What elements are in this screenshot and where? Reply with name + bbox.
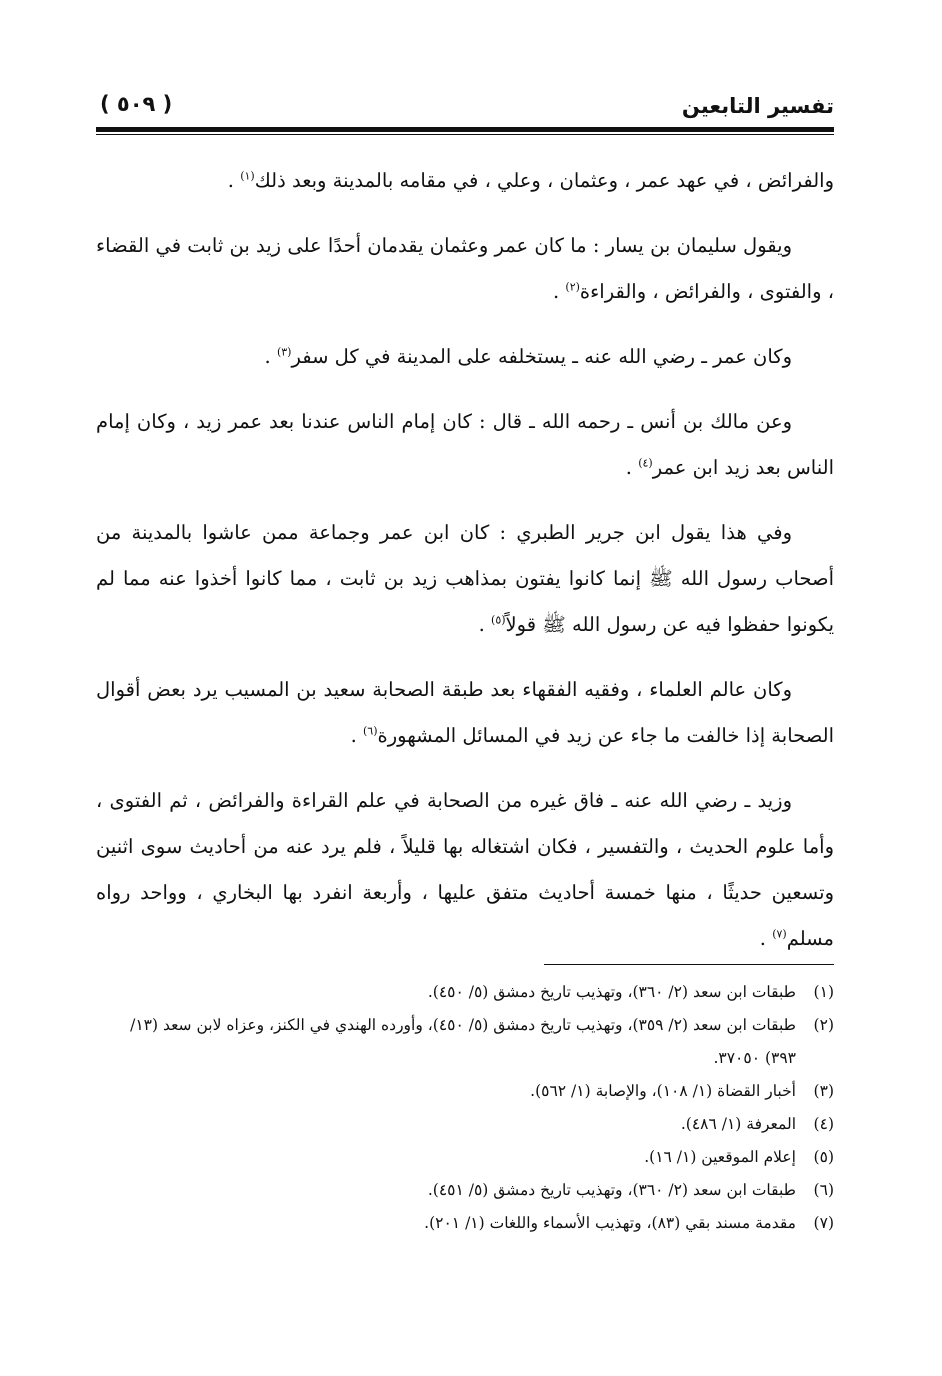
footnote-ref[interactable]: (٤): [638, 456, 653, 470]
paragraph: ويقول سليمان بن يسار : ما كان عمر وعثمان يقدمان أحدًا على زيد بن ثابت في القضاء ، والفتوى ، والفرائض ، والقراءة$^{(٢)}$ .: [96, 234, 834, 303]
footnote-number: (٢): [813, 1016, 834, 1034]
footnote-text: أخبار القضاة (١/ ١٠٨)، والإصابة (١/ ٥٦٢).: [530, 1082, 796, 1100]
paragraph: والفرائض ، في عهد عمر ، وعثمان ، وعلي ، في مقامه بالمدينة وبعد ذلك$^{(١)}$ .: [227, 169, 834, 192]
paragraph: وفي هذا يقول ابن جرير الطبري : كان ابن عمر وجماعة ممن عاشوا بالمدينة من أصحاب رسول الله ﷺ إنما كانوا يفتون بمذاهب زيد بن ثابت ، مما كانوا أخذوا عنه مما لم يكونوا حفظوا فيه عن رسول الله ﷺ قولاً$^{(٥)}$ .: [96, 521, 834, 636]
footnote: [96, 976, 834, 1009]
footnote-text: المعرفة (١/ ٤٨٦).: [680, 1115, 796, 1133]
footnote-divider: [544, 964, 834, 965]
footnote-number: (١): [813, 983, 834, 1001]
footnote: [96, 1009, 834, 1075]
footnote-ref[interactable]: (١): [240, 169, 255, 183]
footnote-text: طبقات ابن سعد (٢/ ٣٦٠)، وتهذيب تاريخ دمشق (٥/ ٤٥١).: [427, 1181, 796, 1199]
page-header: [96, 88, 834, 128]
footnotes: [96, 976, 834, 1240]
footnote-text: إعلام الموقعين (١/ ١٦).: [644, 1148, 796, 1166]
footnote-number: (٤): [813, 1115, 834, 1133]
footnote-ref[interactable]: (٣): [276, 345, 292, 359]
footnote-ref[interactable]: (٧): [772, 927, 787, 941]
main-text: [96, 158, 834, 981]
footnote-number: (٥): [813, 1148, 834, 1166]
header-divider: [96, 127, 834, 132]
paragraph: وكان عمر ـ رضي الله عنه ـ يستخلفه على المدينة في كل سفر$^{(٣)}$ .: [264, 345, 792, 368]
footnote-ref[interactable]: (٢): [565, 280, 580, 294]
footnote-number: (٣): [813, 1082, 834, 1100]
book-title: تفسير التابعين: [681, 94, 834, 118]
footnote: [96, 1108, 834, 1141]
paragraph: وعن مالك بن أنس ـ رحمه الله ـ قال : كان إمام الناس عندنا بعد عمر زيد ، وكان إمام الناس بعد زيد ابن عمر$^{(٤)}$ .: [96, 410, 834, 479]
paragraph: وكان عالم العلماء ، وفقيه الفقهاء بعد طبقة الصحابة سعيد بن المسيب يرد بعض أقوال الصحابة إذا خالفت ما جاء عن زيد في المسائل المشهورة$^{(٦)}$ .: [96, 678, 834, 747]
footnote-text: طبقات ابن سعد (٢/ ٣٥٩)، وتهذيب تاريخ دمشق (٥/ ٤٥٠)، وأورده الهندي في الكنز، وعزاه لابن سعد (١٣/ ٣٩٣) ٣٧٠٥٠.: [130, 1016, 796, 1067]
footnote: [96, 1174, 834, 1207]
paragraph: وزيد ـ رضي الله عنه ـ فاق غيره من الصحابة في علم القراءة والفرائض ، ثم الفتوى ، وأما علوم الحديث ، والتفسير ، فكان اشتغاله بها قليلاً ، فلم يرد عنه من أحاديث سوى اثنين وتسعين حديثًا ، منها خمسة أحاديث متفق عليها ، وأربعة انفرد بها البخاري ، وواحد رواه مسلم$^{(٧)}$ .: [96, 789, 834, 950]
footnote: [96, 1141, 834, 1174]
footnote: [96, 1207, 834, 1240]
footnote-number: (٧): [813, 1214, 834, 1232]
footnote: [96, 1075, 834, 1108]
footnote-ref[interactable]: (٥): [491, 613, 506, 627]
footnote-ref[interactable]: (٦): [362, 724, 378, 738]
footnote-number: (٦): [813, 1181, 834, 1199]
header-divider-thin: [96, 134, 834, 135]
footnote-text: طبقات ابن سعد (٢/ ٣٦٠)، وتهذيب تاريخ دمشق (٥/ ٤٥٠).: [427, 983, 796, 1001]
page-number: ( ٥٠٩ ): [100, 92, 173, 116]
footnote-text: مقدمة مسند بقي (٨٣)، وتهذيب الأسماء واللغات (١/ ٢٠١).: [424, 1214, 796, 1232]
